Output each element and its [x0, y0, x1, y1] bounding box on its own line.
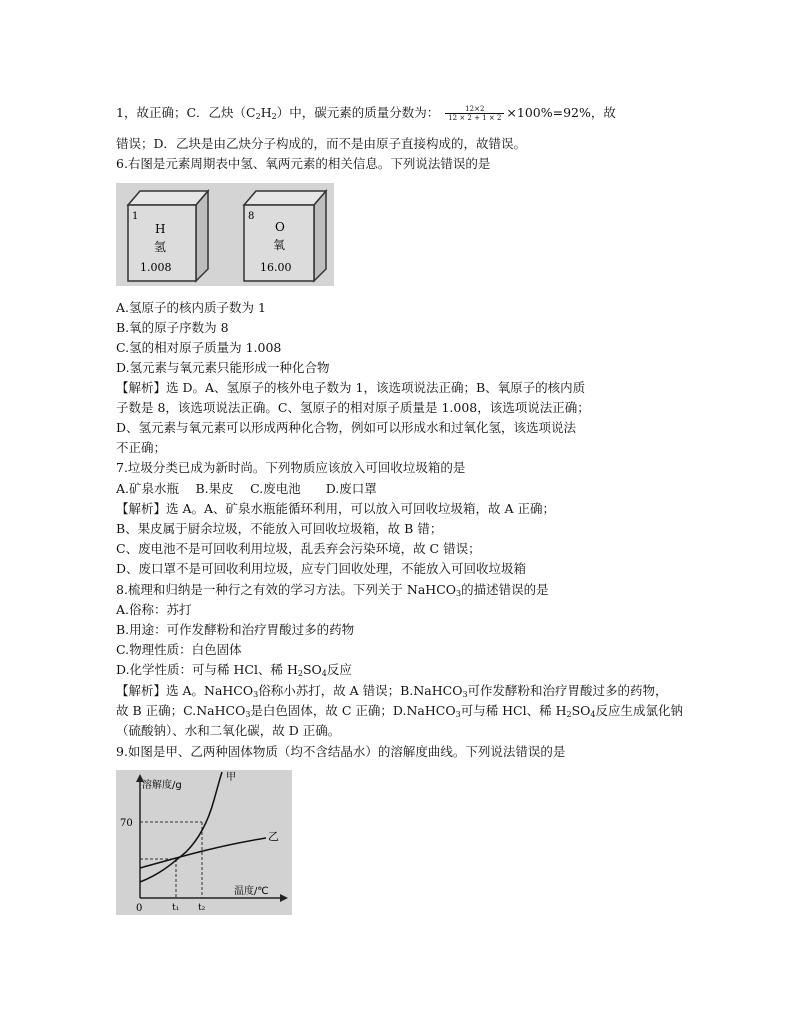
subscript: 3 — [253, 690, 259, 699]
text-segment: 反应 — [326, 662, 352, 677]
fraction-numerator: 12×2 — [445, 105, 504, 114]
o-name: 氧 — [273, 238, 286, 252]
text-segment: 故 B 正确；C.NaHCO — [116, 703, 246, 718]
fraction-denominator: 12 × 2 + 1 × 2 — [448, 114, 502, 122]
origin-label: 0 — [136, 903, 143, 914]
periodic-table-figure — [116, 183, 334, 286]
question-7: 7.垃圾分类已成为新时尚。下列物质应该放入可回收垃圾箱的是 — [116, 460, 466, 475]
text-segment: 的描述错误的是 — [461, 582, 549, 597]
subscript: 2 — [271, 112, 277, 121]
h-atomic-mass: 1.008 — [140, 261, 172, 274]
subscript: 3 — [462, 690, 468, 699]
analysis-line: D、氢元素与氧元素可以形成两种化合物，例如可以形成水和过氧化氢，该选项说法 — [116, 420, 577, 435]
text-segment: 可作发酵粉和治疗胃酸过多的药物， — [467, 683, 668, 698]
subscript: 2 — [566, 710, 572, 719]
solubility-chart — [116, 770, 292, 915]
question-9: 9.如图是甲、乙两种固体物质（均不含结晶水）的溶解度曲线。下列说法错误的是 — [116, 744, 566, 759]
subscript: 3 — [245, 710, 251, 719]
h-atomic-number: 1 — [132, 211, 139, 222]
text-segment: ）中，碳元素的质量分数为： — [276, 105, 440, 120]
text-segment: 俗称小苏打，故 A 错误；B.NaHCO — [258, 683, 463, 698]
analysis-line: （硫酸钠）、水和二氧化碳，故 D 正确。 — [116, 723, 341, 738]
text-segment: 【解析】选 A。NaHCO — [116, 683, 254, 698]
question-6: 6.右图是元素周期表中氢、氧两元素的相关信息。下列说法错误的是 — [116, 156, 491, 171]
o-symbol: O — [275, 220, 285, 234]
h-name: 氢 — [154, 240, 167, 254]
option-c: C.氢的相对原子质量为 1.008 — [116, 340, 282, 355]
series-label-yi: 乙 — [268, 830, 279, 843]
series-label-jia: 甲 — [226, 772, 236, 783]
y-tick-70: 70 — [120, 818, 133, 829]
text-segment: SO — [302, 662, 322, 677]
option-b: B.用途：可作发酵粉和治疗胃酸过多的药物 — [116, 622, 355, 637]
text-segment: ×100%=92%，故 — [506, 105, 616, 120]
analysis-line — [116, 702, 683, 723]
text-segment: H — [260, 105, 272, 120]
subscript: 4 — [590, 710, 596, 719]
subscript: 3 — [456, 589, 462, 598]
analysis-line: 不正确； — [116, 440, 167, 455]
x-tick-t1: t₁ — [172, 903, 180, 913]
text-segment: 反应生成氯化钠 — [595, 703, 684, 718]
o-atomic-number: 8 — [248, 211, 255, 222]
option-a: A.俗称：苏打 — [116, 602, 192, 617]
text-segment: 8.梳理和归纳是一种行之有效的学习方法。下列关于 NaHCO — [116, 582, 457, 597]
option-a: A.氢原子的核内质子数为 1 — [116, 300, 266, 315]
x-tick-t2: t₂ — [198, 903, 206, 913]
option-d: D.氢元素与氧元素只能形成一种化合物 — [116, 360, 330, 375]
analysis-line: 【解析】选 A。A、矿泉水瓶能循环利用，可以放入可回收垃圾箱，故 A 正确； — [116, 501, 556, 516]
subscript: 4 — [321, 669, 327, 678]
element-cubes-drawing — [116, 183, 334, 286]
text-segment: 是白色固体，故 C 正确；D.NaHCO — [250, 703, 456, 718]
option-d — [116, 661, 352, 682]
x-axis-label: 温度/℃ — [234, 886, 269, 897]
h-symbol: H — [155, 222, 166, 236]
option-b: B.氧的原子序数为 8 — [116, 320, 229, 335]
text-segment: D.化学性质：可与稀 HCl、稀 H — [116, 662, 298, 677]
text-segment: 1，故正确；C．乙炔（C — [116, 105, 256, 120]
analysis-line: B、果皮属于厨余垃圾，不能放入可回收垃圾箱，故 B 错； — [116, 521, 443, 536]
analysis-line — [116, 682, 668, 703]
fraction — [445, 105, 504, 122]
analysis-line: 【解析】选 D。A、氢原子的核外电子数为 1，该选项说法正确；B、氧原子的核内质 — [116, 380, 586, 395]
subscript: 3 — [455, 710, 461, 719]
text-segment: SO — [571, 703, 591, 718]
question-7-options: A.矿泉水瓶 B.果皮 C.废电池 D.废口罩 — [116, 481, 377, 496]
analysis-line: D、废口罩不是可回收利用垃圾，应专门回收处理，不能放入可回收垃圾箱 — [116, 561, 527, 576]
subscript: 2 — [255, 112, 261, 121]
y-axis-label: 溶解度/g — [142, 780, 182, 791]
analysis-line: 子数是 8，该选项说法正确。C、氢原子的相对原子质量是 1.008，该选项说法正确； — [116, 400, 590, 415]
text-segment: 可与稀 HCl、稀 H — [460, 703, 567, 718]
option-c: C.物理性质：白色固体 — [116, 642, 242, 657]
text-line: 错误；D．乙块是由乙炔分子构成的，而不是由原子直接构成的，故错误。 — [116, 136, 527, 151]
subscript: 2 — [297, 669, 303, 678]
question-8 — [116, 581, 549, 602]
analysis-line: C、废电池不是可回收利用垃圾，乱丢弃会污染环境，故 C 错误； — [116, 541, 481, 556]
text-line — [116, 104, 616, 125]
solubility-curve-figure — [116, 770, 292, 915]
o-atomic-mass: 16.00 — [260, 261, 292, 274]
